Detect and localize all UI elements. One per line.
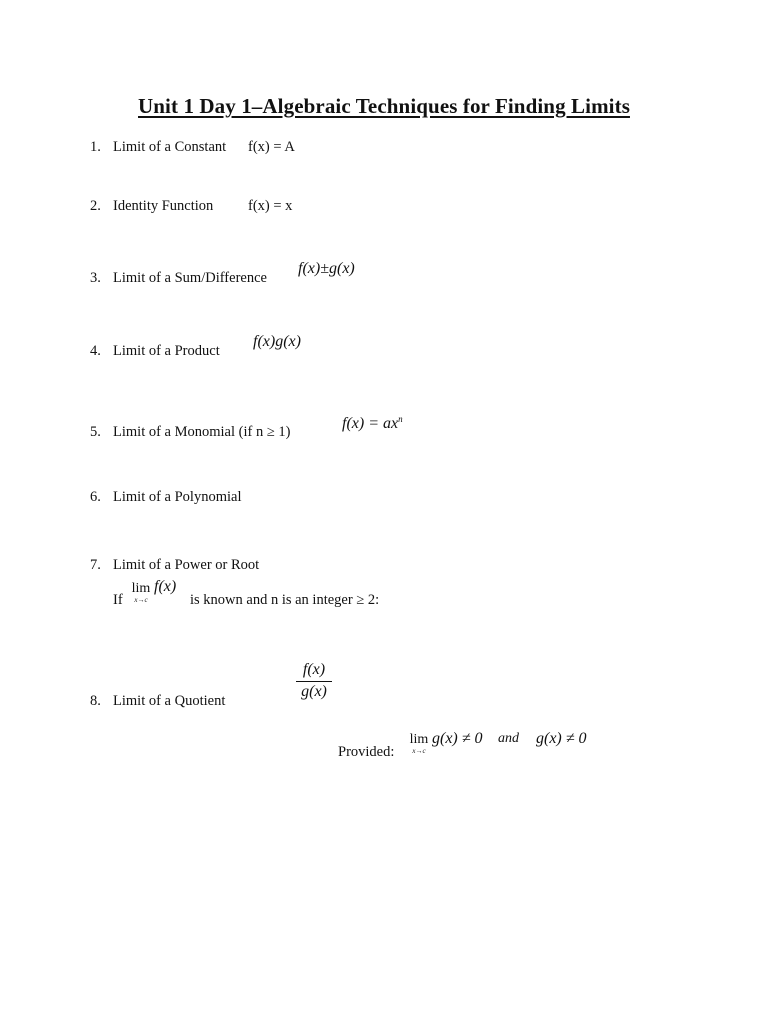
monomial-base: f(x) = ax	[342, 415, 399, 432]
lim-word: lim	[409, 732, 429, 747]
list-item-3	[0, 270, 768, 290]
product-formula: f(x)g(x)	[253, 333, 301, 350]
list-item-6	[0, 489, 768, 509]
if-word: If	[113, 592, 123, 608]
item-label: Limit of a Polynomial	[113, 489, 242, 505]
limit-function: f(x)	[154, 578, 177, 595]
limit-expression	[129, 582, 153, 604]
sum-difference-formula: f(x)±g(x)	[298, 260, 355, 277]
and-word: and	[498, 731, 519, 746]
item-label: Limit of a Quotient	[113, 693, 226, 709]
lim-word: lim	[131, 581, 151, 596]
monomial-exponent: n	[398, 414, 403, 424]
list-item-7	[0, 557, 768, 577]
item-label: Limit of a Constant	[113, 139, 227, 155]
item-number: 4.	[90, 343, 101, 359]
monomial-formula	[342, 414, 403, 433]
list-item-2	[0, 198, 768, 218]
item-formula: f(x) = x	[248, 198, 293, 214]
list-item-1	[0, 139, 768, 159]
item-formula: f(x) = A	[248, 139, 295, 155]
item-label: Limit of a Product	[113, 343, 220, 359]
item-number: 1.	[90, 139, 101, 155]
power-root-condition: is known and n is an integer ≥ 2:	[190, 592, 380, 608]
item-number: 2.	[90, 198, 101, 214]
lim-subscript: x→c	[412, 747, 426, 755]
item-label: Identity Function	[113, 198, 214, 214]
item-number: 5.	[90, 424, 101, 440]
quotient-fraction	[296, 661, 332, 701]
list-item-8	[0, 693, 768, 713]
item-number: 6.	[90, 489, 101, 505]
item-number: 7.	[90, 557, 101, 573]
fraction-bar	[296, 681, 332, 682]
provided-condition-2: g(x) ≠ 0	[536, 730, 587, 747]
numerator: f(x)	[302, 661, 326, 678]
page-title: Unit 1 Day 1–Algebraic Techniques for Finding Limits	[138, 94, 630, 118]
item-label: Limit of a Monomial (if n ≥ 1)	[113, 424, 291, 440]
item-label: Limit of a Power or Root	[113, 557, 260, 573]
provided-condition-1: g(x) ≠ 0	[432, 730, 483, 747]
item-number: 8.	[90, 693, 101, 709]
list-item-4	[0, 343, 768, 363]
item-label: Limit of a Sum/Difference	[113, 270, 267, 286]
lim-subscript: x→c	[134, 596, 148, 604]
denominator: g(x)	[301, 683, 327, 700]
provided-limit	[407, 733, 431, 755]
provided-label: Provided:	[338, 744, 395, 760]
item-number: 3.	[90, 270, 101, 286]
